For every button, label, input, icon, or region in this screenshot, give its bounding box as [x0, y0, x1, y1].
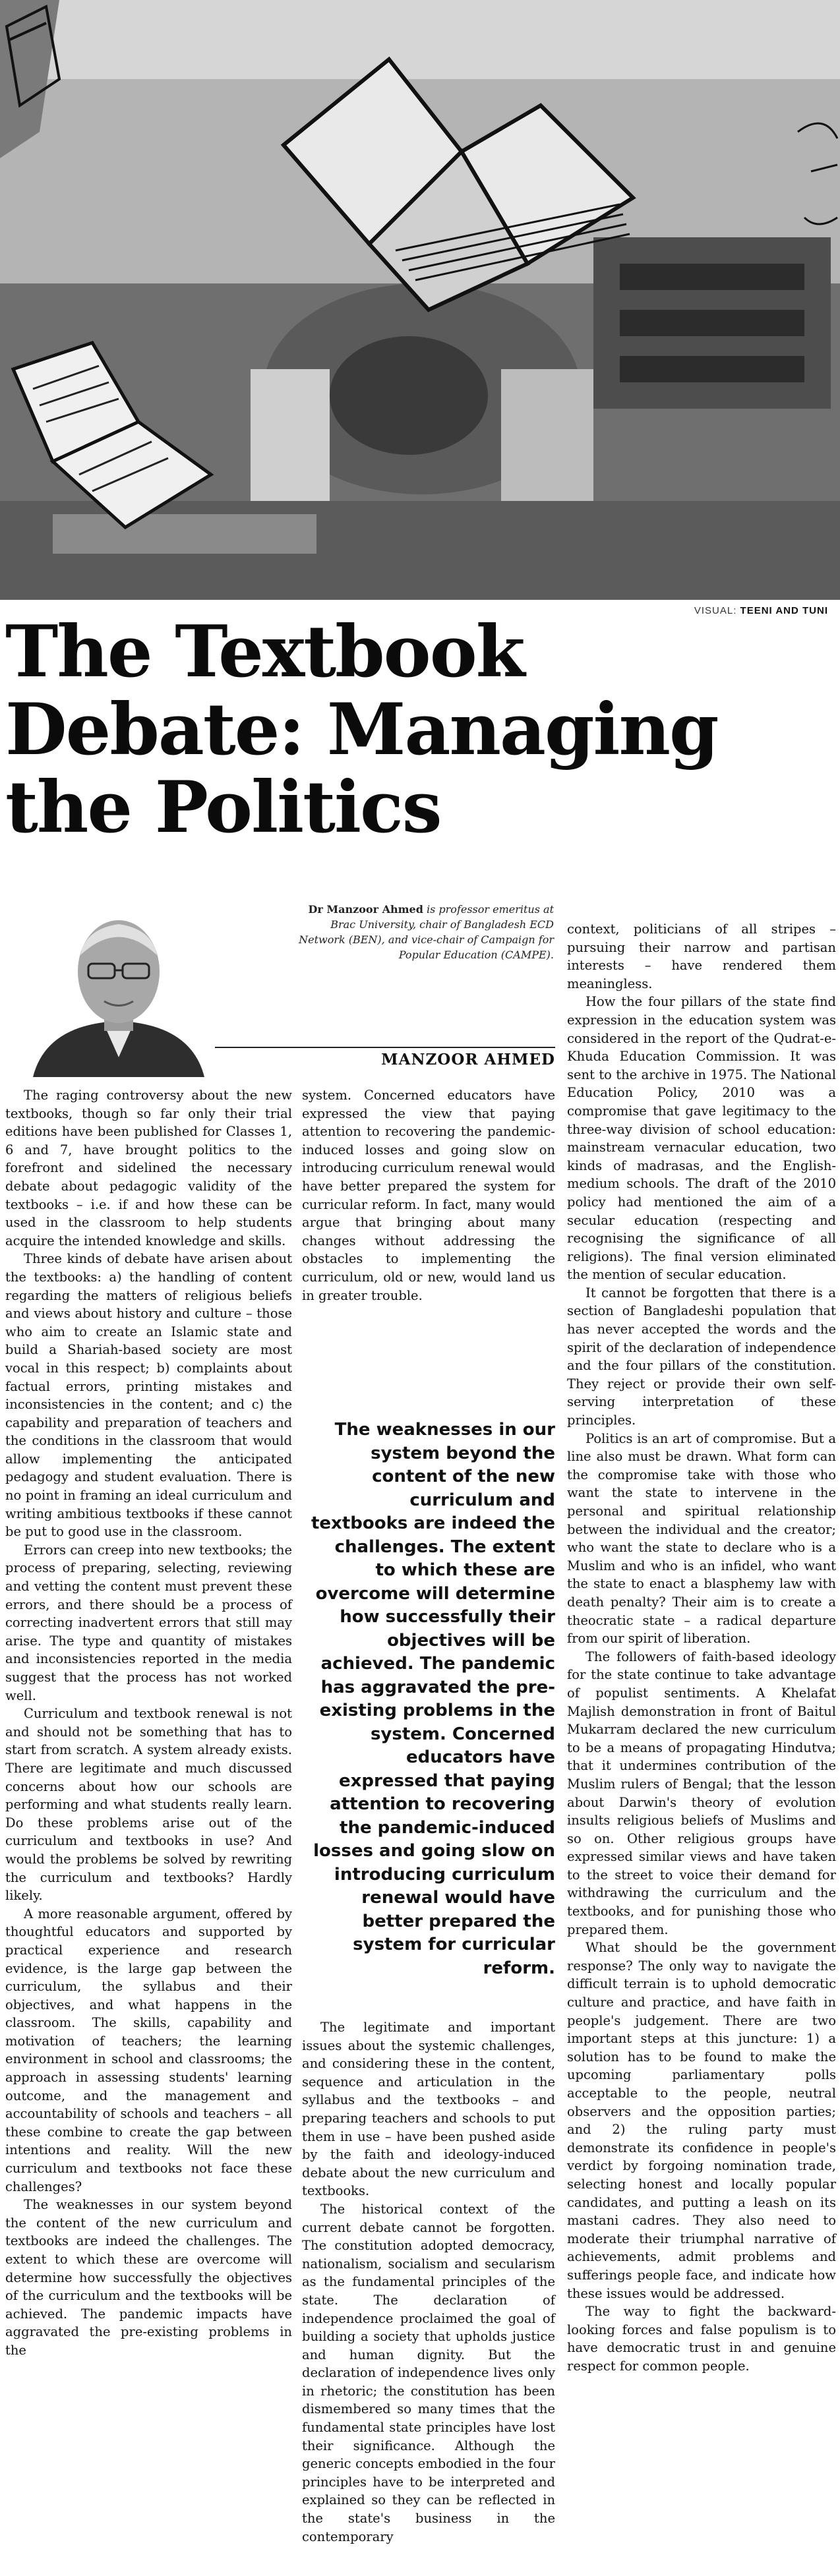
author-portrait — [20, 893, 218, 1077]
body-paragraph: Politics is an art of compromise. But a line also must be drawn. What form can the compromise take with those who want the state to intervene in the personal and spiritual relationship between the individual and the creator; who want the state to declare who is a Muslim and who is an infidel, who want the state to enact a blasphemy law with death penalty? Their aim is to create a theocratic state – a radical departure from our spirit of liberation. — [567, 1430, 836, 1647]
pull-quote: The weaknesses in our system beyond the content of the new curriculum and textbooks are indeed the challenges. The extent to which these are overcome will determine how successfully their objectives will be achieved. The pandemic has aggravated the pre-existing problems in the system. Concerned educators have expressed that paying attention to recovering the pandemic-induced losses and going slow on introducing curriculum renewal would have better prepared the system for curricular reform. — [311, 1420, 555, 1978]
body-paragraph: The way to fight the backward-looking forces and false populism is to have democratic trust in and genuine respect for common people. — [567, 2304, 836, 2374]
body-paragraph: The weaknesses in our system beyond the content of the new curriculum and textbooks are indeed the challenges. The extent to which these are overcome will determine how successfully the objectives of the curriculum and the textbooks will be achieved. The pandemic impacts have aggravated the pre-existing problems in the — [5, 2197, 292, 2358]
byline-divider — [215, 1047, 555, 1048]
visual-credit-names: TEENI AND TUNI — [740, 605, 828, 616]
body-paragraph: The legitimate and important issues about the systemic challenges, and considering these in the content, sequence and articulation in the syllabus and the textbooks – and preparing teachers and schools to put them in use – have been pushed aside by the faith and ideology-induced debate about the new curriculum and textbooks. — [302, 2020, 555, 2199]
body-paragraph: The historical context of the current debate cannot be forgotten. The constitution adopted democracy, nationalism, socialism and secularism as the fundamental principles of the state. The declaration of independence proclaimed the goal of building a society that upholds justice and human dignity. But the declaration of independence lives only in rhetoric; the constitution has been dismembered so many times that the fundamental state principles have lost their significance. Although the generic concepts embodied in the four principles have to be interpreted and explained so they can be reflected in the state's business in the contemporary — [302, 2201, 555, 2544]
body-paragraph: context, politicians of all stripes – pursuing their narrow and partisan interests – have rendered them meaningless. — [567, 922, 836, 991]
body-paragraph: What should be the government response? The only way to navigate the difficult terrain is to uphold democratic culture and practice, and have faith in people's judgement. There are two important steps at this juncture: 1) a solution has to be found to make the upcoming parliamentary polls acceptable to the people, neutral observers and the opposition parties; and 2) the ruling party must demonstrate its confidence in people's verdict by forgoing nomination trade, selecting honest and locally popular candidates, and putting a leash on its mastani cadres. They also need to moderate their triumphal narrative of achievements, admit problems and sufferings people face, and indicate how these issues would be addressed. — [567, 1940, 836, 2301]
body-paragraph: Three kinds of debate have arisen about the textbooks: a) the handling of content regarding the matters of religious beliefs and views about history and culture – those who aim to create an Islamic state and build a Shariah-based society are most vocal in this respect; b) complaints about factual errors, printing mistakes and inconsistencies in the content; and c) the capability and preparation of teachers and the conditions in the classroom that would allow implementing the anticipated pedagogy and student evaluation. There is no point in framing an ideal curriculum and writing ambitious textbooks if these cannot be put to good use in the classroom. — [5, 1251, 292, 1540]
body-paragraph: A more reasonable argument, offered by thoughtful educators and supported by practical experience and research evidence, is the large gap between the curriculum, the syllabus and their objectives, and what happens in the classroom. The skills, capability and motivation of teachers; the learning environment in school and classrooms; the approach in assessing students' learning outcome, and the management and accountability of schools and teachers – all these combine to create the gap between intentions and reality. Will the new curriculum and textbooks not face these challenges? — [5, 1906, 292, 2194]
body-paragraph: The followers of faith-based ideology for the state continue to take advantage of populist sentiments. A Khelafat Majlish demonstration in front of Baitul Mukarram declared the new curriculum to be a means of propagating Hindutva; that it undermines contribution of the Muslim rulers of Bengal; that the lesson about Darwin's theory of evolution insults religious beliefs of Muslims and so on. Other religious groups have expressed similar views and have taken to the street to voice their demand for withdrawing the curriculum and the textbooks, and for punishing those who prepared them. — [567, 1649, 836, 1937]
body-paragraph: system. Concerned educators have expressed the view that paying attention to recovering the pandemic-induced losses and going slow on introducing curriculum renewal would have better prepared the system for curricular reform. In fact, many would argue that bringing about many changes without addressing the obstacles to implementing the curriculum, old or new, would land us in greater trouble. — [302, 1088, 555, 1303]
illustration-artwork — [0, 0, 840, 600]
body-column-1 — [5, 1086, 292, 2360]
body-paragraph: How the four pillars of the state find expression in the education system was considered in the report of the Qudrat-e-Khuda Education Commission. It was sent to the archive in 1975. The National Education Policy, 2010 was a compromise that gave legitimacy to the three-way division of school education: mainstream vernacular education, two kinds of madrasas, and the English-medium schools. The draft of the 2010 policy had mentioned the aim of a secular education (respecting and recognising the significance of all religions). The final version eliminated the mention of secular education. — [567, 994, 836, 1283]
body-column-2-bottom — [302, 2018, 555, 2546]
body-column-3 — [567, 920, 836, 2376]
body-paragraph: Curriculum and textbook renewal is not and should not be something that has to start from scratch. A system already exists. There are legitimate and much discussed concerns about how our schools are performing and what students really learn. Do these problems arise out of the curriculum and textbooks in use? And would the problems be solved by rewriting the curriculum and textbooks? Hardly likely. — [5, 1706, 292, 1904]
visual-credit-prefix: VISUAL: — [694, 605, 737, 616]
author-bio — [284, 902, 554, 962]
byline: MANZOOR AHMED — [381, 1051, 555, 1068]
author-bio-name: Dr Manzoor Ahmed — [308, 903, 423, 916]
author-bio-text: is professor emeritus at Brac University, chair of Bangladesh ECD Network (BEN), and vice-chair of Campaign for Popular Education (CAMPE). — [299, 903, 554, 961]
body-column-2-top — [302, 1086, 555, 1304]
body-paragraph: The raging controversy about the new textbooks, though so far only their trial editions have been published for Classes 1, 6 and 7, have brought politics to the forefront and sidelined the necessary debate about pedagogic validity of the textbooks – i.e. if and how these can be used in the classroom to help students acquire the intended knowledge and skills. — [5, 1088, 292, 1248]
headline: The Textbook Debate: Managing the Politics — [5, 610, 718, 849]
illustration — [0, 0, 840, 600]
body-paragraph: It cannot be forgotten that there is a section of Bangladeshi population that has never accepted the words and the spirit of the declaration of independence and the four pillars of the constitution. They reject or provide their own self-serving interpretation of these principles. — [567, 1285, 836, 1428]
body-paragraph: Errors can creep into new textbooks; the process of preparing, selecting, reviewing and vetting the content must prevent these errors, and there should be a process of correcting inadvertent errors that still may arise. The type and quantity of mistakes and inconsistencies reported in the media suggest that the process has not worked well. — [5, 1542, 292, 1703]
